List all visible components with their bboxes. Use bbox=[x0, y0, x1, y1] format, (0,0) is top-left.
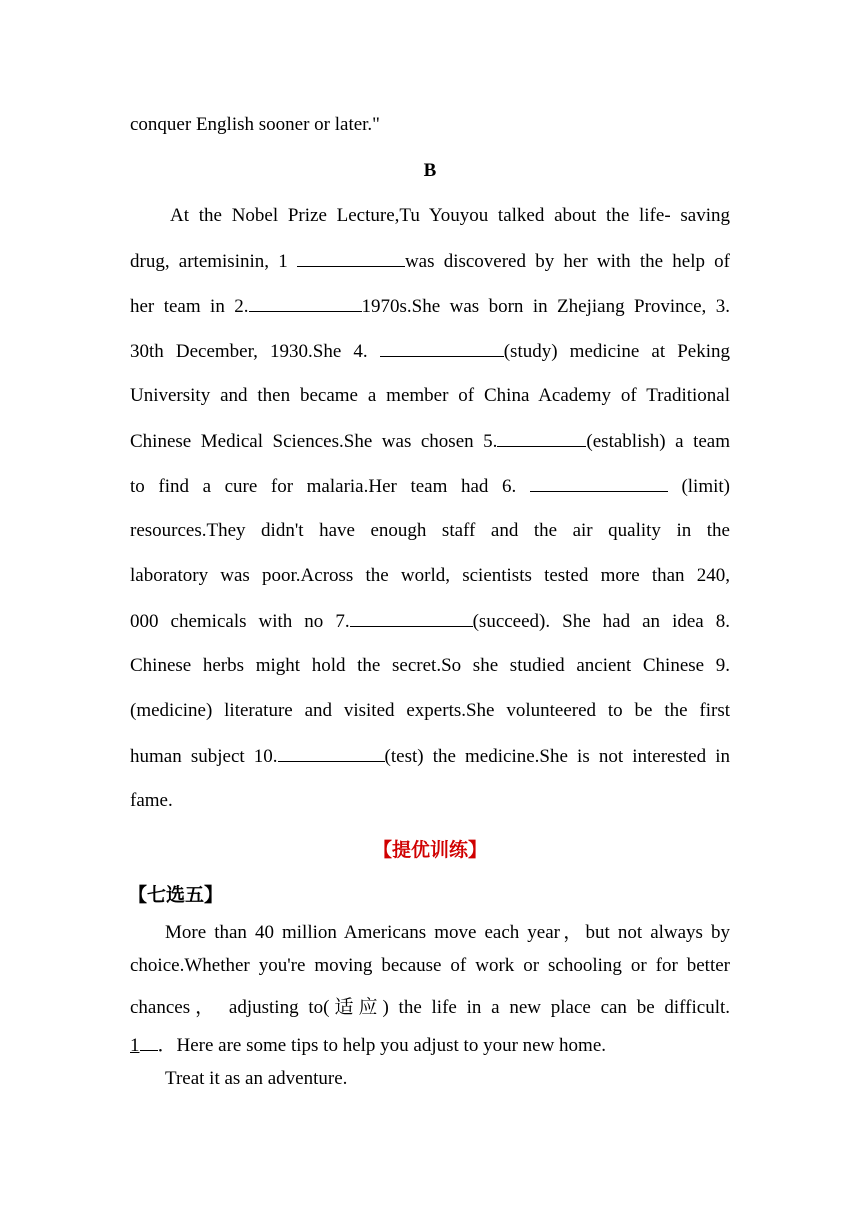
paragraph-line: (medicine) literature and visited experts.She volunteered to be the first bbox=[130, 700, 730, 721]
paragraph-line: University and then became a member of China Academy of Traditional bbox=[130, 385, 730, 406]
paragraph-line: drug, artemisinin, 1 was discovered by her with the help of bbox=[130, 251, 731, 272]
answer-blank-4[interactable] bbox=[380, 340, 504, 357]
subsection-heading: 【七选五】 bbox=[128, 885, 224, 906]
section-heading-practice: 【提优训练】 bbox=[372, 840, 487, 861]
paragraph-line: 1 ．Here are some tips to help you adjust to your new home. bbox=[130, 1035, 607, 1056]
answer-blank-5[interactable] bbox=[497, 430, 586, 447]
paragraph-line: fame. bbox=[130, 790, 173, 811]
paragraph-line: resources.They didn't have enough staff and the air quality in the bbox=[130, 520, 730, 541]
answer-blank-7[interactable] bbox=[350, 610, 473, 627]
paragraph-line: 000 chemicals with no 7. (succeed). She had an idea 8. bbox=[130, 611, 730, 632]
paragraph-line: laboratory was poor.Across the world, scientists tested more than 240, bbox=[130, 565, 730, 586]
answer-blank-6[interactable] bbox=[530, 475, 668, 492]
paragraph-line: At the Nobel Prize Lecture,Tu Youyou talked about the life- saving bbox=[170, 205, 730, 226]
paragraph-line: Treat it as an adventure. bbox=[165, 1068, 348, 1089]
paragraph-line: her team in 2. 1970s.She was born in Zhejiang Province, 3. bbox=[130, 296, 730, 317]
paragraph-line: chances， adjusting to(适应) the life in a new place can be difficult. bbox=[130, 997, 730, 1018]
paragraph-line: Chinese Medical Sciences.She was chosen 5. (establish) a team bbox=[130, 431, 730, 452]
question-number-1: 1 bbox=[130, 1035, 140, 1056]
answer-blank-2[interactable] bbox=[249, 295, 362, 312]
paragraph-line: More than 40 million Americans move each year，but not always by bbox=[165, 922, 730, 943]
section-heading-b: B bbox=[423, 160, 437, 181]
paragraph-line: Chinese herbs might hold the secret.So she studied ancient Chinese 9. bbox=[130, 655, 730, 676]
paragraph-line: choice.Whether you're moving because of work or schooling or for better bbox=[130, 955, 730, 976]
answer-blank-1[interactable] bbox=[297, 250, 405, 267]
answer-blank-q1[interactable] bbox=[140, 1034, 158, 1051]
answer-blank-10[interactable] bbox=[278, 745, 385, 762]
paragraph-line: conquer English sooner or later." bbox=[130, 114, 380, 135]
paragraph-line: to find a cure for malaria.Her team had 6. (limit) bbox=[130, 476, 730, 497]
paragraph-line: human subject 10. (test) the medicine.She is not interested in bbox=[130, 746, 730, 767]
paragraph-line: 30th December, 1930.She 4. (study) medicine at Peking bbox=[130, 341, 730, 362]
